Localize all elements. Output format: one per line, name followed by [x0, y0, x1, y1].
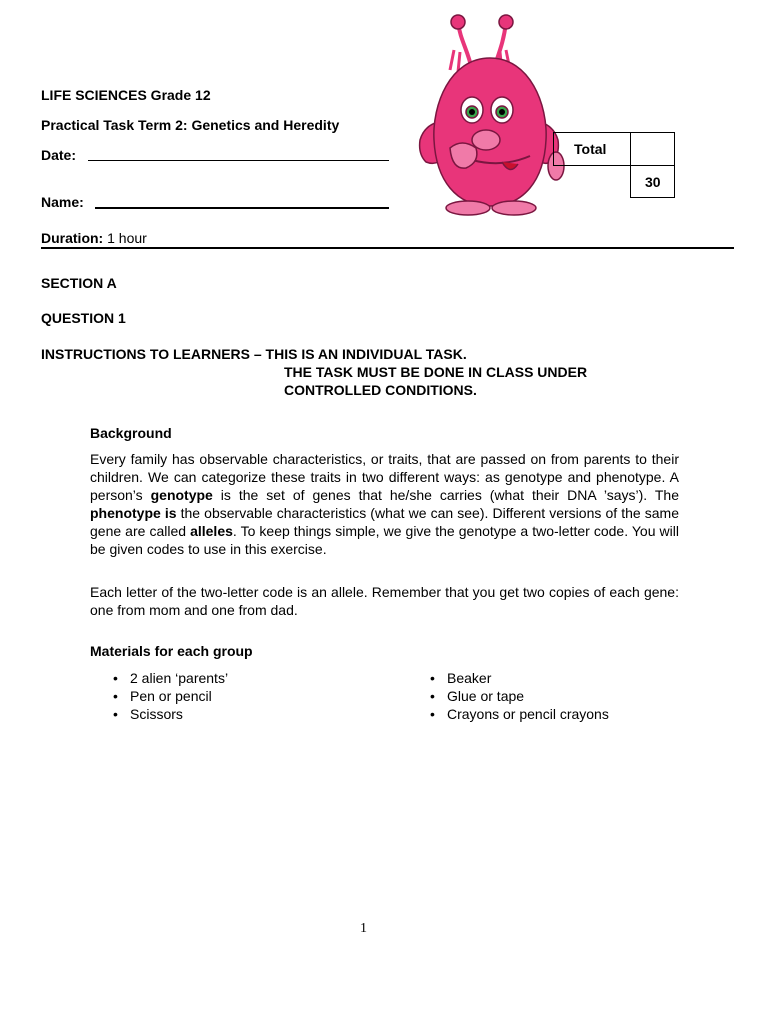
total-max-cell: [630, 165, 675, 198]
duration-line: [41, 229, 147, 247]
list-item: • Pen or pencil: [113, 687, 373, 705]
term-phenotype: phenotype is: [90, 505, 177, 521]
header-divider: [41, 247, 734, 249]
materials-list-left: [113, 669, 373, 723]
date-label: Date:: [41, 147, 77, 163]
question-title: QUESTION 1: [41, 310, 126, 326]
total-score-cell[interactable]: [630, 132, 675, 166]
date-field-line[interactable]: [88, 160, 389, 161]
duration-value: 1 hour: [107, 230, 147, 246]
total-label: Total: [574, 141, 607, 157]
p1-text-e: the observable characteristics (what we can see). Different versions of the same gene are called: [90, 505, 679, 539]
name-label: Name:: [41, 194, 84, 210]
p1-text-g: . To keep things simple, we give the genotype a two-letter code. You will be given codes to use in this exercise.: [90, 523, 679, 557]
alien-mascot: [410, 10, 570, 220]
background-paragraph-2: Each letter of the two-letter code is an allele. Remember that you get two copies of each gene: one from mom and one from dad.: [90, 584, 679, 618]
pink-alien-monster-icon: [410, 10, 570, 220]
duration-label: Duration:: [41, 230, 104, 246]
instructions-line-2: THE TASK MUST BE DONE IN CLASS UNDER: [284, 364, 588, 380]
list-item: • Scissors: [113, 705, 373, 723]
background-heading: Background: [90, 425, 172, 441]
section-title: SECTION A: [41, 275, 117, 291]
list-item: • Beaker: [430, 669, 690, 687]
instructions-line-3: CONTROLLED CONDITIONS.: [284, 382, 477, 398]
materials-list-right: [430, 669, 690, 723]
total-max-value: 30: [645, 174, 661, 190]
task-title: Practical Task Term 2: Genetics and Heredity: [41, 117, 340, 133]
background-paragraph-1: [90, 450, 679, 558]
p1-text-c: is the set of genes that he/she carries (what their DNA ’says’). The: [212, 487, 679, 503]
list-item: • 2 alien ‘parents’: [113, 669, 373, 687]
name-field-line[interactable]: [95, 207, 389, 209]
subject-title: LIFE SCIENCES Grade 12: [41, 87, 211, 103]
list-item: • Crayons or pencil crayons: [430, 705, 690, 723]
term-genotype: genotype: [150, 487, 213, 503]
instructions-lead: INSTRUCTIONS TO LEARNERS – THIS IS AN INDIVIDUAL TASK.: [41, 346, 467, 362]
p1-text-a: Every family has observable characteristics, or traits, that are passed on from parents to their children. We can categorize these traits in two different ways: as genotype and phenotype. A person’s: [90, 451, 679, 503]
list-item: • Glue or tape: [430, 687, 690, 705]
total-label-cell: [553, 132, 631, 166]
term-alleles: alleles: [190, 523, 233, 539]
page-number: 1: [360, 921, 367, 936]
materials-heading: Materials for each group: [90, 643, 253, 659]
